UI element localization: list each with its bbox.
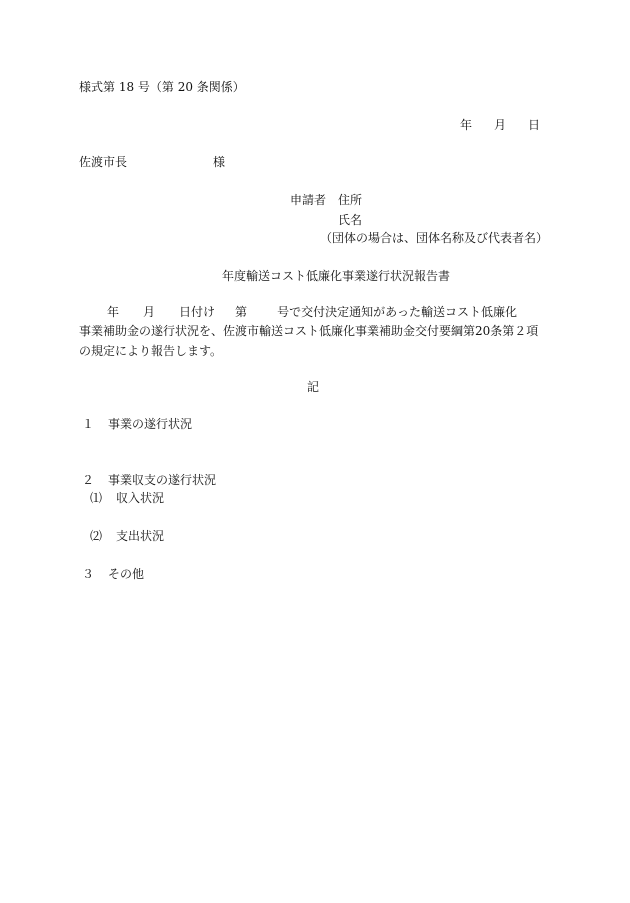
date-month-label: 月 — [494, 118, 507, 132]
body-month: 月 — [143, 305, 156, 319]
date-line — [460, 118, 540, 132]
record-label: 記 — [307, 380, 320, 394]
section-3 — [82, 567, 144, 581]
section-2 — [82, 473, 216, 487]
subsection-1 — [90, 491, 164, 505]
addressee-honorific: 様 — [213, 155, 226, 169]
body-year: 年 — [107, 305, 120, 319]
section-1-label: 事業の遂行状況 — [108, 417, 193, 431]
subsection-1-label: 収入状況 — [116, 491, 165, 505]
section-1 — [82, 417, 192, 431]
body-number-suffix: 号で交付決定通知があった輸送コスト低廉化 — [277, 305, 517, 319]
body-line-2: 事業補助金の遂行状況を、佐渡市輸送コスト低廉化事業補助金交付要綱第20条第２項 — [79, 324, 539, 338]
body-number-prefix: 第 — [235, 305, 248, 319]
body-line-1 — [79, 305, 517, 319]
form-number: 様式第 18 号（第 20 条関係） — [79, 80, 245, 94]
subsection-2-number: ⑵ — [90, 529, 103, 543]
applicant-name-label: 氏名 — [338, 213, 363, 227]
section-3-label: その他 — [108, 567, 145, 581]
subsection-2 — [90, 529, 164, 543]
section-2-label: 事業収支の遂行状況 — [108, 473, 217, 487]
addressee — [79, 155, 225, 169]
document-title: 年度輸送コスト低廉化事業遂行状況報告書 — [222, 269, 451, 283]
date-year-label: 年 — [460, 118, 473, 132]
section-2-number: ２ — [82, 473, 95, 487]
applicant-note: （団体の場合は、団体名称及び代表者名） — [320, 231, 549, 245]
addressee-office: 佐渡市長 — [79, 155, 128, 169]
applicant-address-label: 申請者 住所 — [290, 193, 363, 207]
date-day-label: 日 — [528, 118, 541, 132]
section-3-number: ３ — [82, 567, 95, 581]
subsection-1-number: ⑴ — [90, 491, 103, 505]
subsection-2-label: 支出状況 — [116, 529, 165, 543]
section-1-number: １ — [82, 417, 95, 431]
body-date: 日付け — [179, 305, 216, 319]
body-line-3: の規定により報告します。 — [79, 344, 223, 358]
